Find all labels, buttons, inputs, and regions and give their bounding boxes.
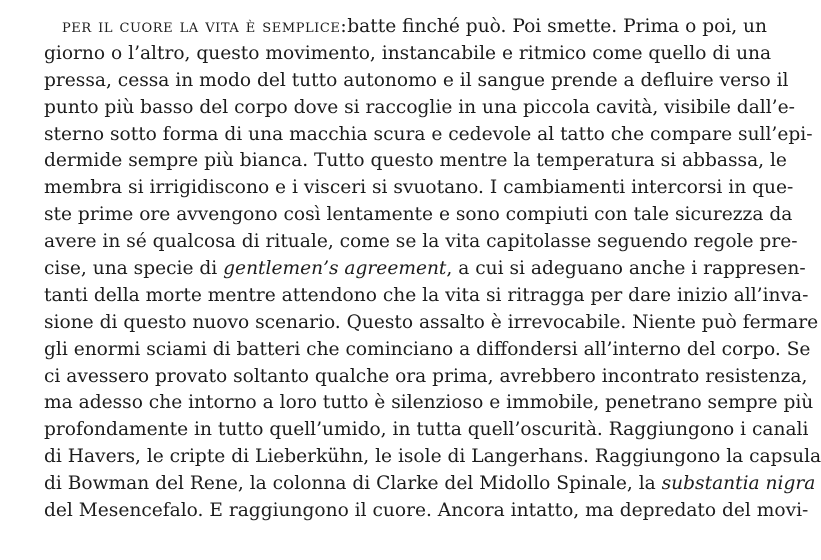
- text-page: [44, 14, 821, 525]
- line-text: sterno sotto forma di una macchia scura e cedevole al tatto che compare sull’epi-: [44, 123, 813, 145]
- text-line: [44, 202, 793, 229]
- text-line: [44, 498, 809, 525]
- line-text: di Havers, le cripte di Lieberkühn, le isole di Langerhans. Raggiungono la capsula: [44, 446, 821, 468]
- line-text: dermide sempre più bianca. Tutto questo mentre la temperatura si abbassa, le: [44, 150, 787, 172]
- line-text: del Mesencefalo. E raggiungono il cuore. Ancora intatto, ma depredato del movi-: [44, 500, 809, 522]
- line-text: gli enormi sciami di batteri che cominciano a diffondersi all’interno del corpo. Se: [44, 338, 811, 360]
- text-line: [44, 14, 768, 41]
- text-line: [44, 95, 795, 122]
- text-line: [44, 229, 798, 256]
- text-line: [44, 122, 813, 149]
- text-line: [44, 417, 809, 444]
- text-line: [44, 471, 816, 498]
- line-text: tanti della morte mentre attendono che la vita si ritragga per dare inizio all’inva-: [44, 284, 809, 306]
- line-text: batte finché può. Poi smette. Prima o poi, un: [347, 16, 768, 37]
- italic-phrase: gentlemen’s agreement: [223, 258, 447, 280]
- opening-smallcaps: per il cuore la vita è semplice:: [62, 16, 348, 37]
- text-line: [44, 337, 811, 364]
- line-text: punto più basso del corpo dove si raccoglie in una piccola cavità, visibile dall’e-: [44, 96, 795, 118]
- line-text: ma adesso che intorno a loro tutto è silenzioso e immobile, penetrano sempre più: [44, 392, 814, 414]
- text-line: [44, 41, 772, 68]
- text-line: [44, 364, 808, 391]
- line-text: ste prime ore avvengono così lentamente e sono compiuti con tale sicurezza da: [44, 204, 793, 226]
- line-text: sione di questo nuovo scenario. Questo assalto è irrevocabile. Niente può fermare: [44, 311, 819, 333]
- line-text: profondamente in tutto quell’umido, in tutta quell’oscurità. Raggiungono i canali: [44, 419, 809, 441]
- text-line: [44, 444, 821, 471]
- text-line: [44, 148, 787, 175]
- line-text: , a cui si adeguano anche i rappresen-: [446, 258, 806, 280]
- line-text: cise, una specie di: [44, 258, 224, 280]
- text-line: [44, 175, 794, 202]
- line-text: membra si irrigidiscono e i visceri si svuotano. I cambiamenti intercorsi in que-: [44, 177, 794, 199]
- text-line: [44, 68, 789, 95]
- text-line: [44, 390, 814, 417]
- text-line: [44, 283, 809, 310]
- italic-phrase: substantia nigra: [661, 473, 816, 495]
- text-line: [44, 310, 819, 337]
- line-text: ci avessero provato soltanto qualche ora prima, avrebbero incontrato resistenza,: [44, 365, 808, 387]
- line-text: pressa, cessa in modo del tutto autonomo e il sangue prende a defluire verso il: [44, 69, 789, 91]
- line-text: avere in sé qualcosa di rituale, come se la vita capitolasse seguendo regole pre-: [44, 231, 798, 253]
- line-text: giorno o l’altro, questo movimento, instancabile e ritmico come quello di una: [44, 42, 772, 64]
- text-line: [44, 256, 806, 283]
- line-text: di Bowman del Rene, la colonna di Clarke del Midollo Spinale, la: [44, 473, 662, 495]
